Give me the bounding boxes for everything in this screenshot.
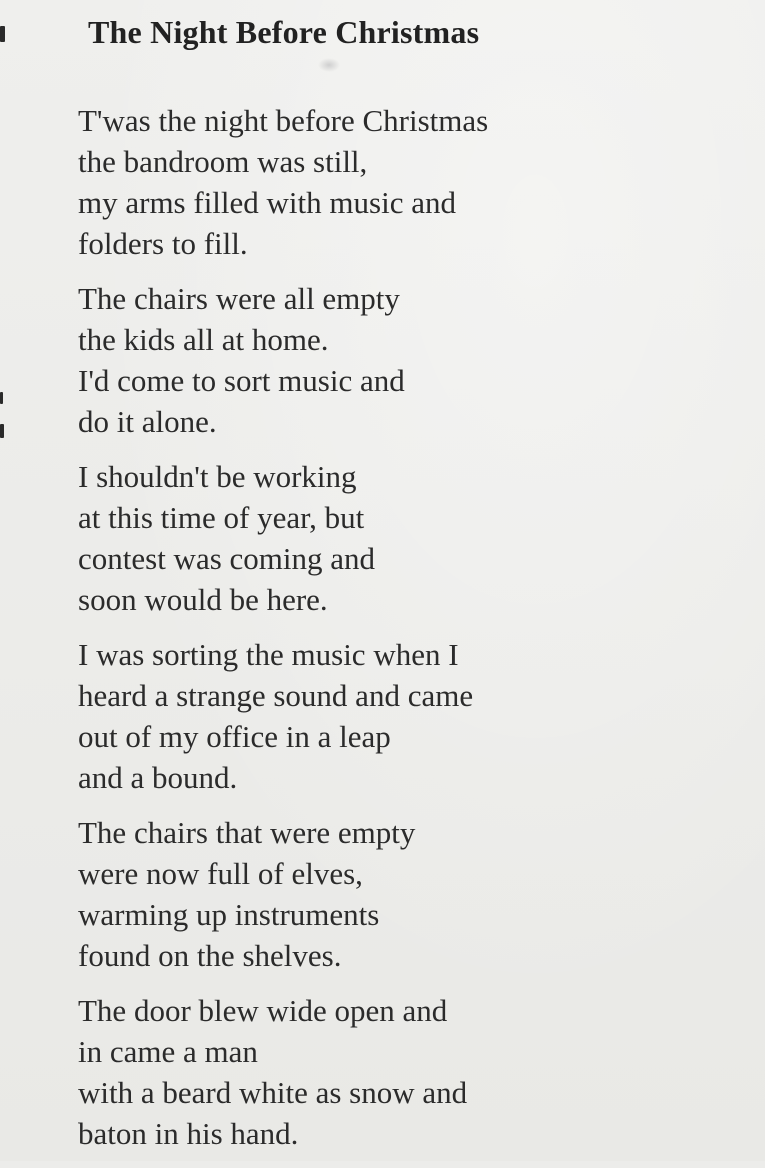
- poem-line: T'was the night before Christmas: [78, 103, 489, 138]
- poem-line: The chairs were all empty: [78, 281, 400, 316]
- stanza: [78, 812, 738, 976]
- poem-line: my arms filled with music and: [78, 185, 456, 220]
- poem-line: and a bound.: [78, 760, 238, 795]
- poem-line: found on the shelves.: [78, 938, 342, 973]
- stanza: [78, 100, 738, 264]
- page-title: The Night Before Christmas: [88, 14, 480, 50]
- poem-body: [78, 100, 738, 1168]
- poem-line: warming up instruments: [78, 897, 380, 932]
- left-margin-fragment: [0, 424, 4, 438]
- poem-line: I shouldn't be working: [78, 459, 357, 494]
- poem-line: The chairs that were empty: [78, 815, 416, 850]
- poem-line: the kids all at home.: [78, 322, 329, 357]
- poem-line: the bandroom was still,: [78, 144, 368, 179]
- poem-line: were now full of elves,: [78, 856, 363, 891]
- left-margin-fragment: [0, 392, 3, 404]
- poem-line: out of my office in a leap: [78, 719, 391, 754]
- poem-line: baton in his hand.: [78, 1116, 299, 1151]
- poem-line: I'd come to sort music and: [78, 363, 405, 398]
- poem-line: do it alone.: [78, 404, 217, 439]
- poem-line: contest was coming and: [78, 541, 376, 576]
- stanza: [78, 634, 738, 798]
- poem-line: at this time of year, but: [78, 500, 365, 535]
- stanza: [78, 278, 738, 442]
- poem-line: with a beard white as snow and: [78, 1075, 468, 1110]
- stanza: [78, 990, 738, 1154]
- poem-line: The door blew wide open and: [78, 993, 448, 1028]
- poem-line: I was sorting the music when I: [78, 637, 459, 672]
- left-margin-fragment: [0, 26, 5, 42]
- scan-speck: [318, 58, 340, 72]
- poem-line: folders to fill.: [78, 226, 248, 261]
- poem-line: in came a man: [78, 1034, 258, 1069]
- poem-line: heard a strange sound and came: [78, 678, 474, 713]
- stanza: [78, 456, 738, 620]
- poem-line: soon would be here.: [78, 582, 328, 617]
